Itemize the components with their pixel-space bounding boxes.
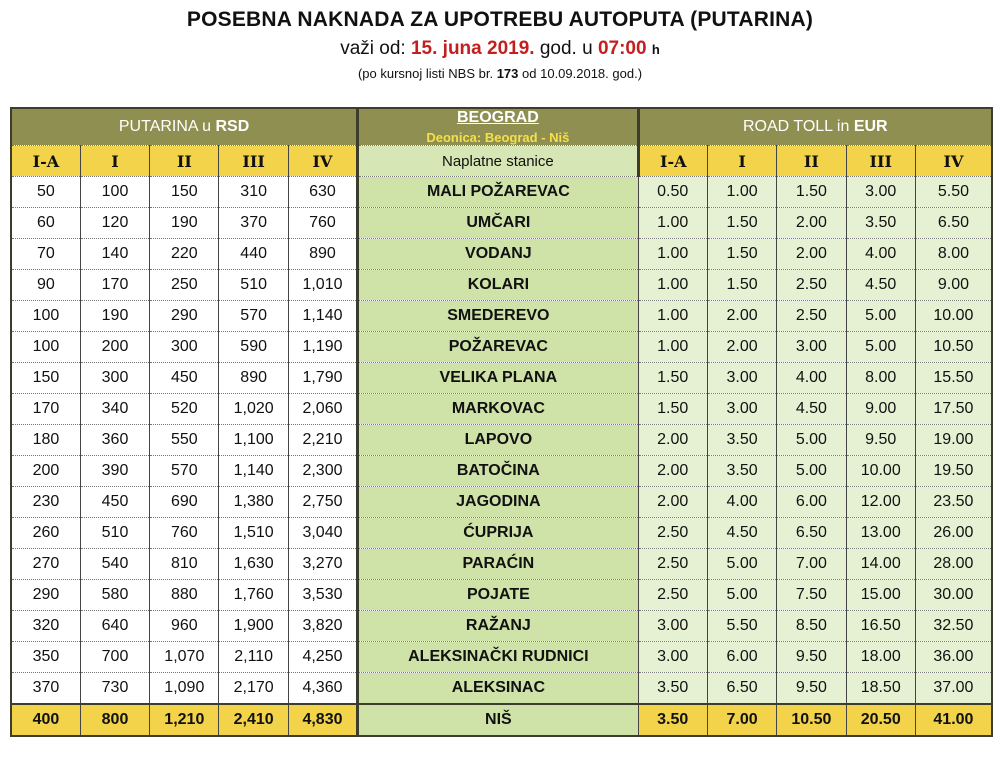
rsd-cell: 290 <box>11 580 80 611</box>
rsd-class-header: III <box>219 146 288 177</box>
rsd-cell: 810 <box>150 549 219 580</box>
eur-cell: 10.00 <box>915 301 992 332</box>
table-row <box>11 425 992 456</box>
rsd-cell: 1,190 <box>288 332 357 363</box>
eur-cell: 2.00 <box>638 456 707 487</box>
eur-cell: 2.50 <box>638 549 707 580</box>
rsd-cell: 1,760 <box>219 580 288 611</box>
rsd-cell: 370 <box>219 208 288 239</box>
rsd-cell: 580 <box>80 580 149 611</box>
eur-cell: 2.50 <box>777 301 846 332</box>
rsd-cell: 100 <box>80 177 149 208</box>
rsd-cell: 370 <box>11 673 80 705</box>
eur-cell: 12.00 <box>846 487 915 518</box>
eur-cell: 1.50 <box>638 363 707 394</box>
rsd-band-prefix: PUTARINA u <box>118 118 212 135</box>
rsd-cell: 880 <box>150 580 219 611</box>
table-row <box>11 363 992 394</box>
eur-cell: 2.00 <box>707 332 776 363</box>
valid-prefix: važi od: <box>340 38 406 59</box>
rsd-cell: 570 <box>219 301 288 332</box>
rsd-cell: 4,360 <box>288 673 357 705</box>
rsd-cell: 2,170 <box>219 673 288 705</box>
eur-cell: 4.00 <box>777 363 846 394</box>
table-row <box>11 642 992 673</box>
rsd-cell: 1,140 <box>288 301 357 332</box>
rsd-class-header: I <box>80 146 149 177</box>
eur-cell: 5.00 <box>846 301 915 332</box>
station-name: MARKOVAC <box>358 394 638 425</box>
eur-cell: 3.00 <box>638 611 707 642</box>
eur-cell: 8.50 <box>777 611 846 642</box>
eur-cell: 2.00 <box>777 239 846 270</box>
rsd-cell: 270 <box>11 549 80 580</box>
eur-cell: 4.00 <box>846 239 915 270</box>
eur-cell: 2.50 <box>777 270 846 301</box>
rsd-cell: 360 <box>80 425 149 456</box>
rsd-cell: 70 <box>11 239 80 270</box>
eur-class-header: I <box>707 146 776 177</box>
eur-cell: 36.00 <box>915 642 992 673</box>
rsd-cell: 3,040 <box>288 518 357 549</box>
eur-cell: 3.00 <box>638 642 707 673</box>
eur-cell: 30.00 <box>915 580 992 611</box>
stations-header: Naplatne stanice <box>358 146 638 177</box>
rsd-cell: 1,790 <box>288 363 357 394</box>
rsd-cell: 200 <box>80 332 149 363</box>
rsd-cell: 340 <box>80 394 149 425</box>
table-row <box>11 394 992 425</box>
total-row <box>11 704 992 736</box>
rsd-band-header <box>11 108 358 146</box>
rsd-cell: 2,410 <box>219 704 288 736</box>
eur-cell: 15.50 <box>915 363 992 394</box>
eur-band-currency: EUR <box>853 118 888 135</box>
eur-cell: 4.00 <box>707 487 776 518</box>
rsd-cell: 760 <box>288 208 357 239</box>
eur-cell: 26.00 <box>915 518 992 549</box>
rsd-cell: 310 <box>219 177 288 208</box>
valid-date: 15. juna 2019. <box>410 38 535 59</box>
eur-cell: 10.00 <box>846 456 915 487</box>
rsd-cell: 300 <box>150 332 219 363</box>
rsd-cell: 180 <box>11 425 80 456</box>
rsd-cell: 320 <box>11 611 80 642</box>
rsd-cell: 90 <box>11 270 80 301</box>
table-row <box>11 270 992 301</box>
eur-cell: 9.50 <box>777 642 846 673</box>
rsd-cell: 170 <box>11 394 80 425</box>
eur-cell: 8.00 <box>915 239 992 270</box>
rsd-cell: 550 <box>150 425 219 456</box>
rate-prefix: (po kursnoj listi NBS br. <box>357 66 494 81</box>
eur-cell: 2.00 <box>777 208 846 239</box>
eur-class-header: I-A <box>638 146 707 177</box>
rate-suffix: od 10.09.2018. god.) <box>522 66 643 81</box>
station-name: BATOČINA <box>358 456 638 487</box>
station-name: MALI POŽAREVAC <box>358 177 638 208</box>
eur-cell: 14.00 <box>846 549 915 580</box>
rsd-cell: 510 <box>219 270 288 301</box>
station-name: RAŽANJ <box>358 611 638 642</box>
band-header-row <box>11 108 992 146</box>
rsd-cell: 1,070 <box>150 642 219 673</box>
rsd-cell: 2,110 <box>219 642 288 673</box>
station-name: ALEKSINAČKI RUDNICI <box>358 642 638 673</box>
rsd-cell: 730 <box>80 673 149 705</box>
eur-cell: 1.00 <box>638 239 707 270</box>
class-header-row <box>11 146 992 177</box>
page-title: POSEBNA NAKNADA ZA UPOTREBU AUTOPUTA (PUTARINA) <box>186 8 814 31</box>
rsd-cell: 3,820 <box>288 611 357 642</box>
rsd-cell: 350 <box>11 642 80 673</box>
eur-cell: 9.50 <box>777 673 846 705</box>
eur-cell: 13.00 <box>846 518 915 549</box>
station-name: PARAĆIN <box>358 549 638 580</box>
eur-cell: 7.00 <box>777 549 846 580</box>
rsd-cell: 510 <box>80 518 149 549</box>
eur-cell: 3.50 <box>638 673 707 705</box>
eur-cell: 4.50 <box>777 394 846 425</box>
station-name: KOLARI <box>358 270 638 301</box>
rsd-cell: 440 <box>219 239 288 270</box>
rsd-cell: 520 <box>150 394 219 425</box>
rate-number: 173 <box>496 66 519 81</box>
rsd-cell: 260 <box>11 518 80 549</box>
eur-cell: 5.50 <box>707 611 776 642</box>
rsd-cell: 630 <box>288 177 357 208</box>
rsd-cell: 590 <box>219 332 288 363</box>
eur-cell: 16.50 <box>846 611 915 642</box>
exchange-rate-note <box>0 66 1000 81</box>
rsd-cell: 1,210 <box>150 704 219 736</box>
rsd-cell: 690 <box>150 487 219 518</box>
rsd-cell: 250 <box>150 270 219 301</box>
rsd-cell: 1,630 <box>219 549 288 580</box>
rsd-cell: 760 <box>150 518 219 549</box>
eur-cell: 32.50 <box>915 611 992 642</box>
rsd-cell: 100 <box>11 332 80 363</box>
rsd-cell: 3,270 <box>288 549 357 580</box>
eur-band-prefix: ROAD TOLL in <box>742 118 850 135</box>
eur-cell: 1.00 <box>638 332 707 363</box>
table-row <box>11 456 992 487</box>
city-name: BEOGRAD <box>456 109 539 126</box>
rsd-cell: 140 <box>80 239 149 270</box>
eur-cell: 5.50 <box>915 177 992 208</box>
route-header <box>358 108 638 146</box>
section-name: Deonica: Beograd - Niš <box>426 130 570 145</box>
rsd-cell: 640 <box>80 611 149 642</box>
rsd-cell: 4,830 <box>288 704 357 736</box>
eur-cell: 1.00 <box>638 208 707 239</box>
eur-cell: 28.00 <box>915 549 992 580</box>
eur-cell: 5.00 <box>777 456 846 487</box>
eur-cell: 10.50 <box>777 704 846 736</box>
validity-line <box>0 38 1000 60</box>
rsd-cell: 170 <box>80 270 149 301</box>
eur-cell: 1.50 <box>638 394 707 425</box>
table-row <box>11 239 992 270</box>
eur-cell: 6.50 <box>777 518 846 549</box>
eur-cell: 2.00 <box>638 425 707 456</box>
rsd-cell: 890 <box>288 239 357 270</box>
rsd-cell: 60 <box>11 208 80 239</box>
eur-cell: 3.50 <box>638 704 707 736</box>
eur-cell: 3.00 <box>707 363 776 394</box>
eur-cell: 1.50 <box>707 239 776 270</box>
table-row <box>11 487 992 518</box>
eur-cell: 3.50 <box>707 456 776 487</box>
eur-cell: 8.00 <box>846 363 915 394</box>
table-row <box>11 549 992 580</box>
eur-cell: 37.00 <box>915 673 992 705</box>
eur-cell: 2.00 <box>707 301 776 332</box>
eur-cell: 1.50 <box>777 177 846 208</box>
eur-cell: 20.50 <box>846 704 915 736</box>
eur-cell: 3.50 <box>846 208 915 239</box>
eur-band-header <box>638 108 992 146</box>
eur-cell: 9.50 <box>846 425 915 456</box>
eur-cell: 10.50 <box>915 332 992 363</box>
rsd-cell: 120 <box>80 208 149 239</box>
rsd-cell: 2,210 <box>288 425 357 456</box>
rsd-cell: 1,900 <box>219 611 288 642</box>
rsd-cell: 50 <box>11 177 80 208</box>
rsd-class-header: II <box>150 146 219 177</box>
eur-cell: 19.00 <box>915 425 992 456</box>
station-name: NIŠ <box>358 704 638 736</box>
eur-cell: 1.00 <box>638 270 707 301</box>
rsd-cell: 1,010 <box>288 270 357 301</box>
eur-cell: 2.50 <box>638 580 707 611</box>
station-name: LAPOVO <box>358 425 638 456</box>
eur-cell: 41.00 <box>915 704 992 736</box>
rsd-cell: 1,140 <box>219 456 288 487</box>
eur-cell: 5.00 <box>707 549 776 580</box>
eur-cell: 5.00 <box>777 425 846 456</box>
eur-cell: 4.50 <box>707 518 776 549</box>
eur-cell: 2.50 <box>638 518 707 549</box>
rsd-cell: 450 <box>80 487 149 518</box>
rsd-cell: 100 <box>11 301 80 332</box>
rsd-cell: 3,530 <box>288 580 357 611</box>
table-row <box>11 332 992 363</box>
rsd-class-header: IV <box>288 146 357 177</box>
eur-cell: 5.00 <box>707 580 776 611</box>
eur-cell: 18.50 <box>846 673 915 705</box>
rsd-cell: 390 <box>80 456 149 487</box>
eur-cell: 18.00 <box>846 642 915 673</box>
eur-cell: 9.00 <box>846 394 915 425</box>
eur-cell: 6.50 <box>707 673 776 705</box>
rsd-cell: 4,250 <box>288 642 357 673</box>
eur-cell: 19.50 <box>915 456 992 487</box>
eur-class-header: IV <box>915 146 992 177</box>
eur-class-header: II <box>777 146 846 177</box>
eur-cell: 3.50 <box>707 425 776 456</box>
rsd-cell: 1,020 <box>219 394 288 425</box>
valid-suffix: h <box>651 42 660 57</box>
eur-cell: 23.50 <box>915 487 992 518</box>
eur-cell: 3.00 <box>846 177 915 208</box>
eur-cell: 5.00 <box>846 332 915 363</box>
eur-cell: 3.00 <box>707 394 776 425</box>
eur-cell: 15.00 <box>846 580 915 611</box>
station-name: JAGODINA <box>358 487 638 518</box>
rsd-cell: 2,750 <box>288 487 357 518</box>
valid-mid: god. u <box>539 38 593 59</box>
eur-class-header: III <box>846 146 915 177</box>
station-name: POJATE <box>358 580 638 611</box>
rsd-cell: 1,510 <box>219 518 288 549</box>
station-name: ĆUPRIJA <box>358 518 638 549</box>
rsd-cell: 570 <box>150 456 219 487</box>
station-name: ALEKSINAC <box>358 673 638 705</box>
rsd-cell: 290 <box>150 301 219 332</box>
eur-cell: 1.50 <box>707 270 776 301</box>
table-row <box>11 208 992 239</box>
rsd-cell: 200 <box>11 456 80 487</box>
station-name: VODANJ <box>358 239 638 270</box>
rsd-cell: 800 <box>80 704 149 736</box>
rsd-cell: 150 <box>150 177 219 208</box>
station-name: VELIKA PLANA <box>358 363 638 394</box>
table-row <box>11 611 992 642</box>
rsd-cell: 1,100 <box>219 425 288 456</box>
rsd-cell: 2,060 <box>288 394 357 425</box>
rsd-cell: 190 <box>150 208 219 239</box>
rsd-cell: 890 <box>219 363 288 394</box>
eur-cell: 9.00 <box>915 270 992 301</box>
eur-cell: 3.00 <box>777 332 846 363</box>
eur-cell: 7.00 <box>707 704 776 736</box>
rsd-cell: 2,300 <box>288 456 357 487</box>
eur-cell: 17.50 <box>915 394 992 425</box>
rsd-cell: 1,380 <box>219 487 288 518</box>
table-row <box>11 177 992 208</box>
eur-cell: 4.50 <box>846 270 915 301</box>
table-row <box>11 518 992 549</box>
rsd-cell: 230 <box>11 487 80 518</box>
valid-time: 07:00 <box>597 38 647 59</box>
eur-cell: 6.00 <box>707 642 776 673</box>
rsd-band-currency: RSD <box>215 118 250 135</box>
toll-table <box>10 107 993 737</box>
table-row <box>11 673 992 705</box>
eur-cell: 6.50 <box>915 208 992 239</box>
rsd-cell: 450 <box>150 363 219 394</box>
rsd-cell: 960 <box>150 611 219 642</box>
rsd-cell: 150 <box>11 363 80 394</box>
station-name: UMČARI <box>358 208 638 239</box>
eur-cell: 2.00 <box>638 487 707 518</box>
rsd-cell: 220 <box>150 239 219 270</box>
rsd-cell: 190 <box>80 301 149 332</box>
rsd-class-header: I-A <box>11 146 80 177</box>
eur-cell: 1.00 <box>707 177 776 208</box>
rsd-cell: 1,090 <box>150 673 219 705</box>
rsd-cell: 300 <box>80 363 149 394</box>
rsd-cell: 700 <box>80 642 149 673</box>
eur-cell: 6.00 <box>777 487 846 518</box>
rsd-cell: 540 <box>80 549 149 580</box>
eur-cell: 7.50 <box>777 580 846 611</box>
toll-table-body <box>11 177 992 737</box>
station-name: POŽAREVAC <box>358 332 638 363</box>
eur-cell: 1.50 <box>707 208 776 239</box>
table-row <box>11 301 992 332</box>
eur-cell: 1.00 <box>638 301 707 332</box>
rsd-cell: 400 <box>11 704 80 736</box>
table-row <box>11 580 992 611</box>
station-name: SMEDEREVO <box>358 301 638 332</box>
eur-cell: 0.50 <box>638 177 707 208</box>
